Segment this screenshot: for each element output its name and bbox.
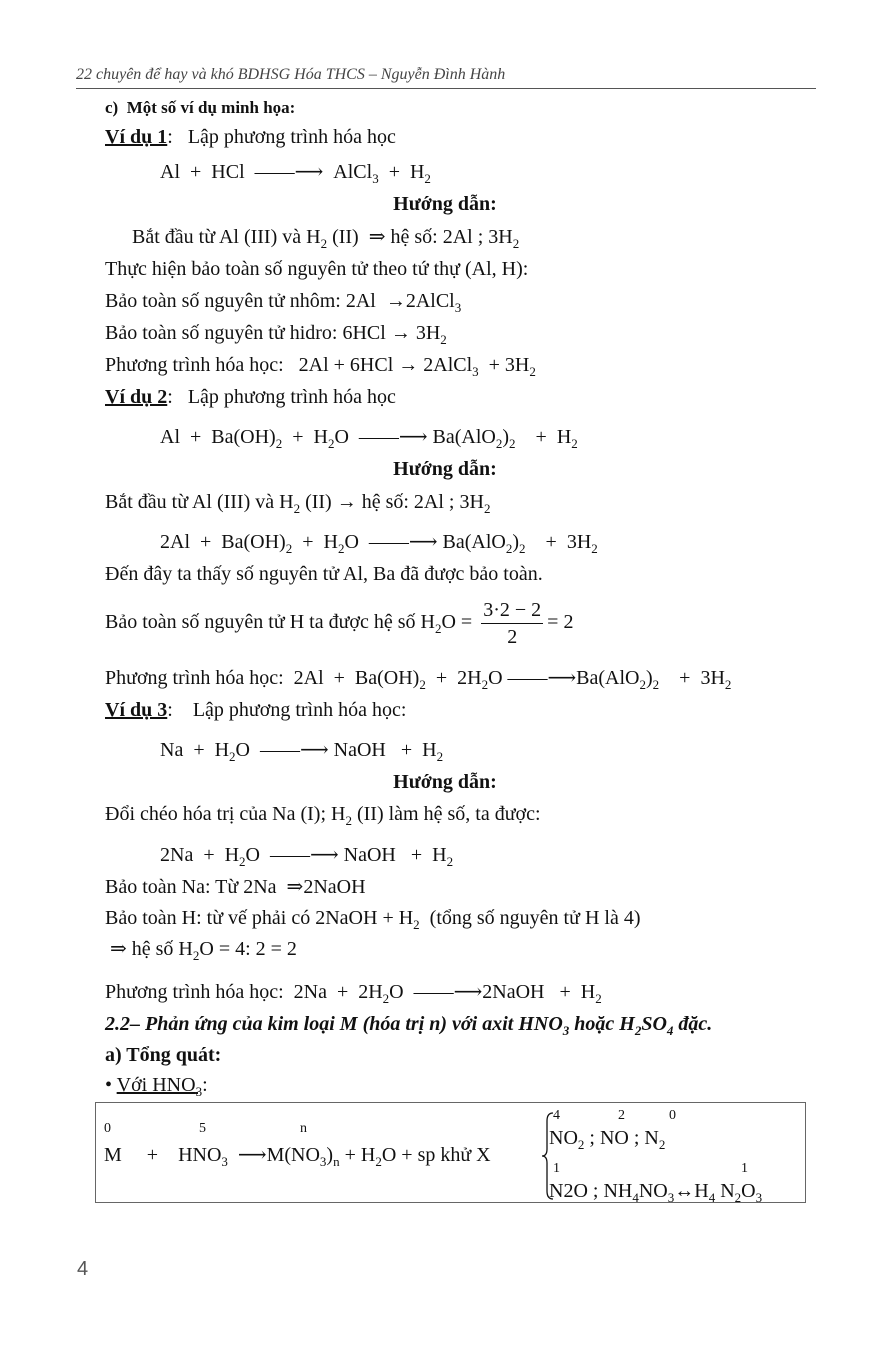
- products-row-2: N2O ; $NH_4NO_3\leftrightarrow H_4$ $N_2O_3$: [549, 1180, 763, 1205]
- section-c-heading: c) Một số ví dụ minh họa:: [105, 98, 296, 117]
- example-3-final: Phương trình hóa học: $2Na + 2H_2O$ ——⟶2NaOH + $H_2$: [105, 981, 602, 1006]
- example-1-line-1: Thực hiện bảo toàn số nguyên tử theo tứ thự (Al, H):: [105, 258, 529, 280]
- general-equation-box: 0 5 n M + $HNO_3$ $⟶M(NO_3)_n + H_2O$ + sp khử X 4 2 0 $NO_2$ ; NO ; $N_2$ 1 1 N2O ; $NH_4NO_3\leftrightarrow H_4$ $N_2O_3$: [95, 1102, 806, 1203]
- example-1-equation: Al + HCl ——⟶ AlCl$_3$ + $H_2$: [160, 161, 431, 186]
- example-1-line-3: Bảo toàn số nguyên tử hidro: $6HCl \to 3H_2$: [105, 322, 447, 347]
- implies-icon: ⇒: [110, 938, 127, 960]
- page-number: 4: [77, 1258, 89, 1280]
- example-3-line-3: Bảo toàn H: từ vế phải có 2NaOH + $H_2$ (tổng số nguyên tử H là 4): [105, 907, 641, 932]
- example-3-equation: $Na + H_2O$ ——⟶ NaOH + $H_2$: [160, 739, 444, 764]
- implies-icon: ⇒: [286, 876, 304, 898]
- running-header: 22 chuyên để hay và khó BDHSG Hóa THCS – Nguyễn Đình Hành: [76, 66, 506, 83]
- example-3-equation-2: $2Na + H_2O$ ——⟶ NaOH + $H_2$: [160, 844, 454, 869]
- example-2-start: Bắt đầu từ Al (III) và $H_2$ (II) → hệ số: 2Al ; $3H_2$: [105, 491, 491, 516]
- example-2-h-balance: Bảo toàn số nguyên tử H ta được hệ số $H_2O$ = $\frac{3\cdot 2 - 2}{2}$ = 2: [105, 598, 574, 648]
- example-1-final: Phương trình hóa học: 2Al + 6HCl → 2AlCl$_3$ + $3H_2$: [105, 354, 536, 379]
- fraction-denominator: 2: [507, 625, 518, 648]
- equation-left: M + $HNO_3$ $⟶M(NO_3)_n + H_2O$ + sp khử X: [104, 1144, 491, 1169]
- example-3-line-1: Đổi chéo hóa trị của Na (I); $H_2$ (II) làm hệ số, ta được:: [105, 803, 541, 828]
- example-2-guide-heading: Hướng dẫn:: [393, 458, 497, 480]
- example-1-guide-heading: Hướng dẫn:: [393, 193, 497, 215]
- section-2-2-heading: 2.2– Phản ứng của kim loại M (hóa trị n) với axit $HNO_3$ hoặc $H_2SO_4$ đặc.: [105, 1013, 713, 1038]
- example-1-label: Ví dụ 1: [105, 126, 168, 148]
- example-3-line-2: Bảo toàn Na: Từ 2Na ⇒2NaOH: [105, 876, 366, 898]
- implies-icon: ⇒: [368, 226, 386, 248]
- example-1-heading: Ví dụ 1: Lập phương trình hóa học: [105, 126, 396, 148]
- example-3-label: Ví dụ 3: [105, 699, 168, 721]
- double-arrow-icon: ↔: [674, 1180, 695, 1202]
- example-2-equation-2: $2Al + Ba(OH)_2 + H_2O$ ——⟶ $Ba(AlO_2)_2$ + $3H_2$: [160, 531, 598, 556]
- example-2-heading: Ví dụ 2: Lập phương trình hóa học: [105, 386, 396, 408]
- example-3-guide-heading: Hướng dẫn:: [393, 771, 497, 793]
- example-3-heading: Ví dụ 3: Lập phương trình hóa học:: [105, 699, 407, 721]
- example-2-equation: $Al + Ba(OH)_2 + H_2O$ ——⟶ $Ba(AlO_2)_2$ + $H_2$: [160, 426, 578, 451]
- fraction: [481, 597, 543, 650]
- example-1-line-2: Bảo toàn số nguyên tử nhôm: 2Al →2AlCl$_3$: [105, 290, 462, 315]
- example-2-label: Ví dụ 2: [105, 386, 168, 408]
- header-rule: [76, 88, 816, 89]
- example-2-note: Đến đây ta thấy số nguyên tử Al, Ba đã được bảo toàn.: [105, 563, 543, 585]
- example-1-start: Bắt đầu từ Al (III) và $H_2$ (II) ⇒ hệ số: 2Al ; $3H_2$: [132, 226, 520, 251]
- hno3-label: Với $HNO_3$: [116, 1074, 203, 1099]
- products-row-1: $NO_2$ ; NO ; $N_2$: [549, 1127, 666, 1152]
- hno3-item: • Với $HNO_3$:: [105, 1074, 208, 1099]
- example-3-line-4: ⇒ hệ số $H_2O = 4$: 2 = 2: [110, 938, 297, 963]
- example-2-final: Phương trình hóa học: $2Al + Ba(OH)_2 + 2H_2O$ $——⟶Ba(AlO_2)_2$ + $3H_2$: [105, 667, 732, 692]
- bullet-icon: •: [105, 1074, 113, 1096]
- general-heading: a) Tổng quát:: [105, 1044, 222, 1066]
- fraction-numerator: 3·2 − 2: [481, 597, 543, 624]
